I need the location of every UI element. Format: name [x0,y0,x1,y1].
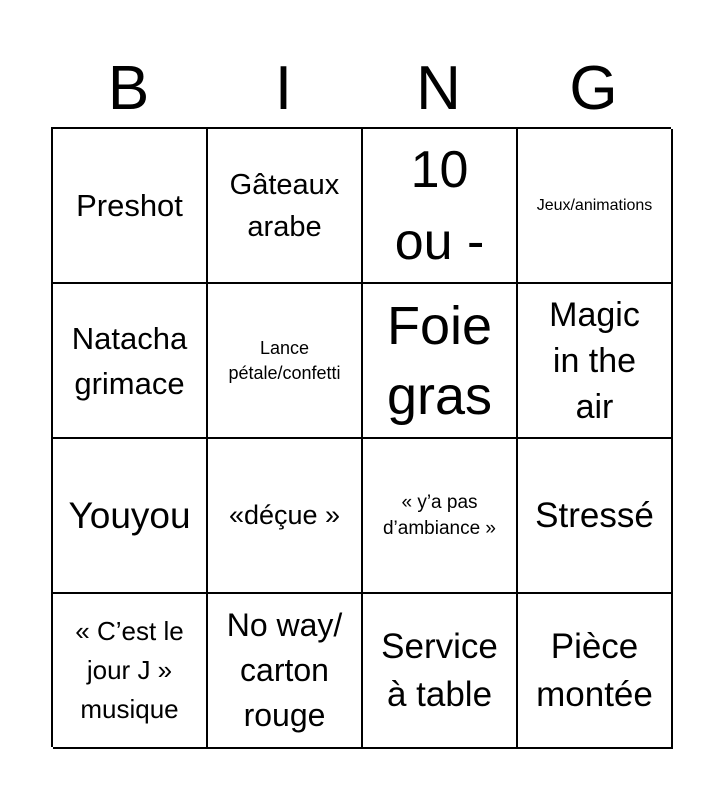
bingo-cell-stresse[interactable] [518,439,673,594]
cell-label: No way/ carton rouge [226,607,343,733]
bingo-header [51,50,671,128]
cell-label: Gâteaux arabe [229,168,340,243]
bingo-cell-no-way-carton-rouge[interactable] [208,594,363,749]
bingo-cell-decue[interactable] [208,439,363,594]
cell-label: Pièce montée [536,626,653,714]
bingo-cell-foie-gras[interactable] [363,284,518,439]
cell-label: Natacha grimace [71,320,188,401]
cell-label: 10 ou - [394,140,485,271]
cell-label: Lance pétale/confetti [228,337,341,383]
cell-label: Youyou [68,494,191,536]
bingo-cell-10-ou-moins[interactable] [363,129,518,284]
header-letter-i: I [274,54,293,123]
cell-label: Stressé [535,496,654,535]
bingo-cell-piece-montee[interactable] [518,594,673,749]
bingo-cell-preshot[interactable] [53,129,208,284]
bingo-cell-youyou[interactable] [53,439,208,594]
header-letter-n: N [416,54,461,123]
bingo-cell-gateaux-arabe[interactable] [208,129,363,284]
bingo-cell-magic-in-the-air[interactable] [518,284,673,439]
cell-label: «déçue » [228,500,341,530]
cell-label: Foie gras [386,295,493,426]
cell-label: Magic in the air [549,295,640,426]
bingo-cell-service-a-table[interactable] [363,594,518,749]
bingo-board [51,127,671,747]
bingo-cell-ya-pas-dambiance[interactable] [363,439,518,594]
cell-label: Service à table [381,626,498,714]
cell-label: « y’a pas d’ambiance » [382,491,497,539]
cell-label: Preshot [76,187,183,223]
header-letter-b: B [107,54,150,123]
bingo-cell-cest-le-jour-j-musique[interactable] [53,594,208,749]
cell-label: Jeux/animations [536,196,653,214]
bingo-cell-natacha-grimace[interactable] [53,284,208,439]
cell-label: « C’est le jour J » musique [75,616,184,724]
bingo-cell-lance-petale-confetti[interactable] [208,284,363,439]
bingo-cell-jeux-animations[interactable] [518,129,673,284]
header-letter-g: G [569,54,618,123]
